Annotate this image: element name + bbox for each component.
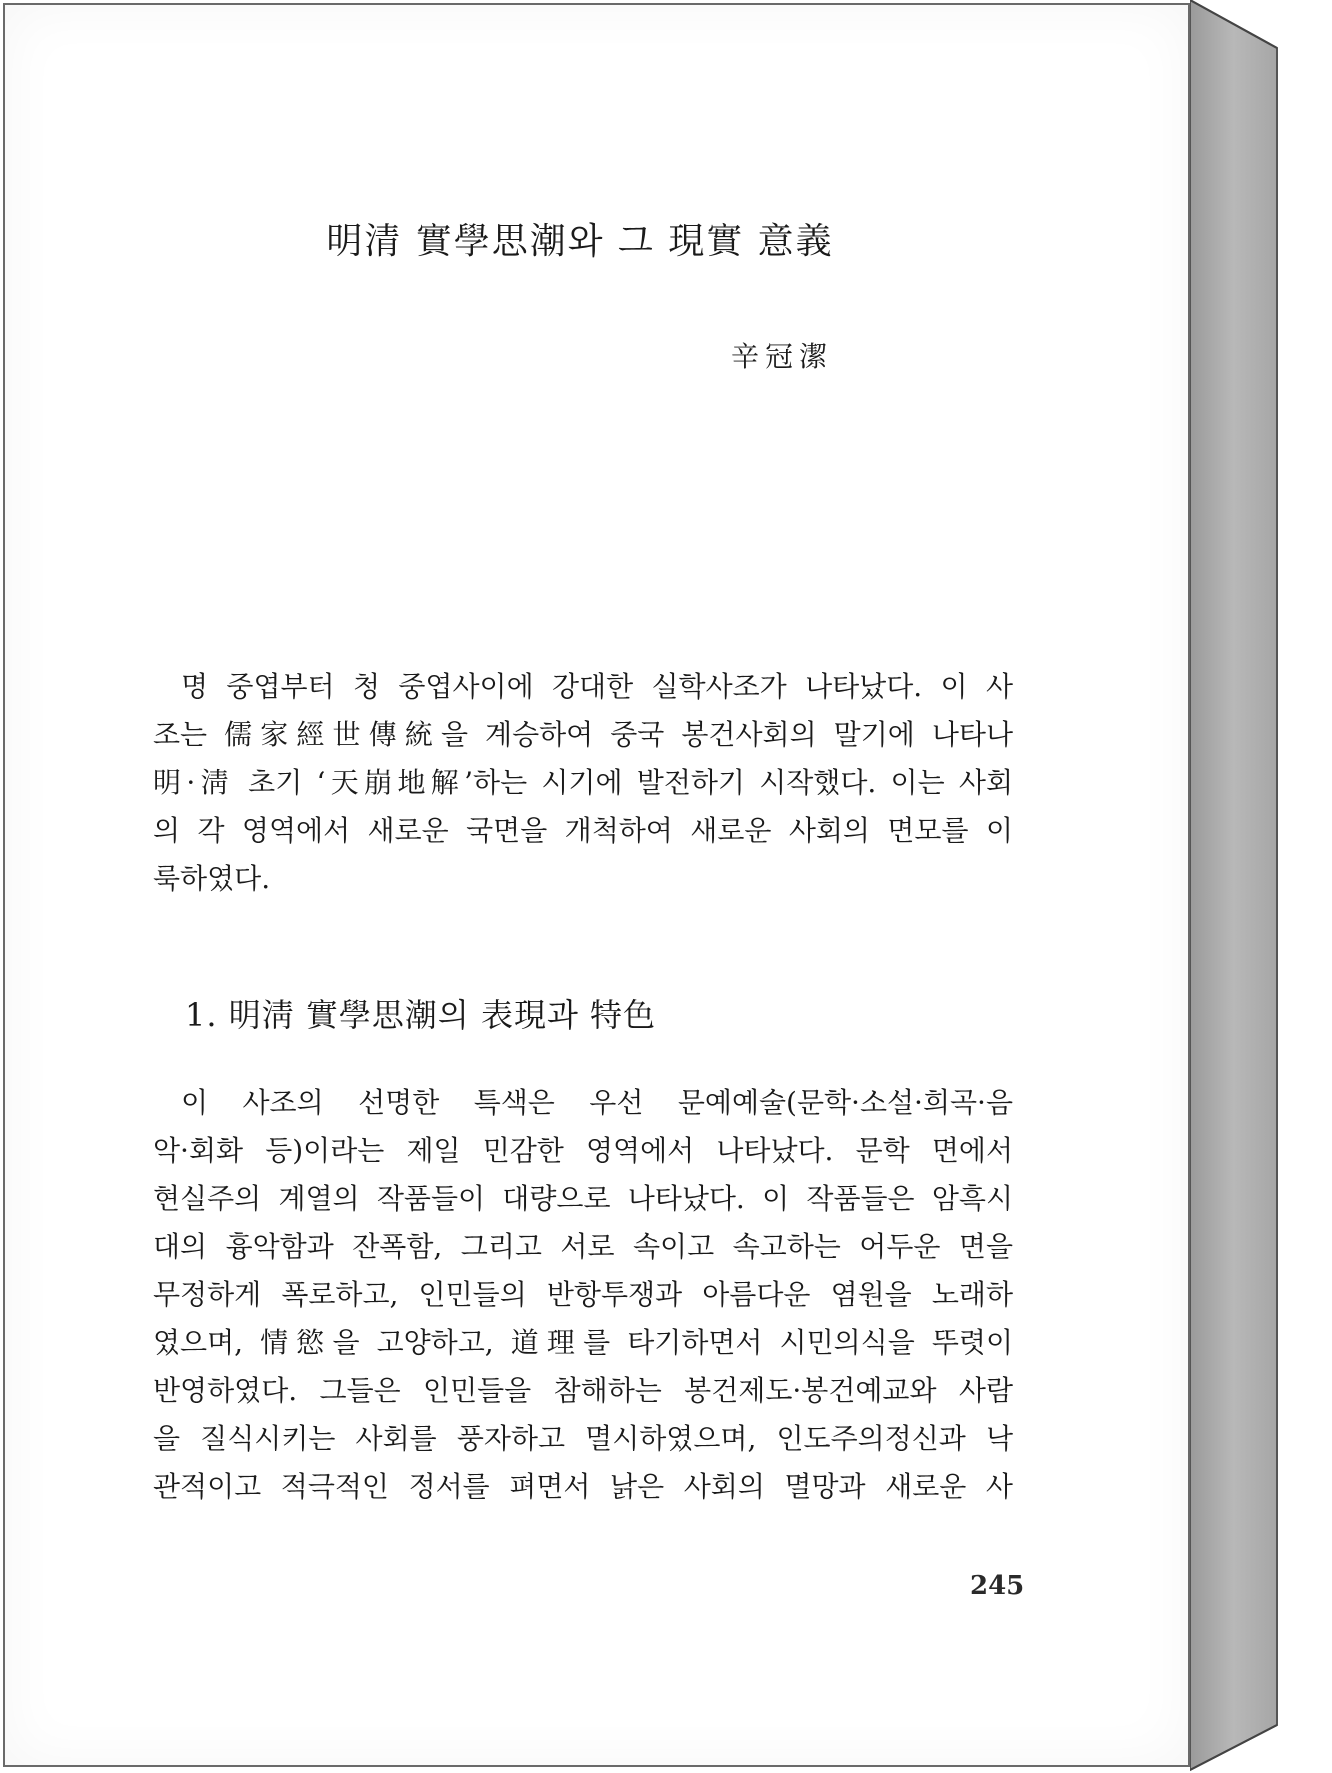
- author-name: 辛冠潔: [731, 340, 834, 373]
- section-line: 현실주의 계열의 작품들이 대량으로 나타났다. 이 작품들은 암흑시: [153, 1182, 1013, 1215]
- section-line: 관적이고 적극적인 정서를 펴면서 낡은 사회의 멸망과 새로운 사: [153, 1470, 1013, 1503]
- intro-line: 명 중엽부터 청 중엽사이에 강대한 실학사조가 나타났다. 이 사: [181, 670, 1013, 703]
- section-line: 였으며, 情慾을 고양하고, 道理를 타기하면서 시민의식을 뚜렷이: [153, 1326, 1013, 1359]
- article-title: 明清 實學思潮와 그 現實 意義: [326, 221, 834, 262]
- section-line: 이 사조의 선명한 특색은 우선 문예예술(문학·소설·희곡·음: [181, 1086, 1013, 1119]
- page-number: 245: [970, 1571, 1025, 1601]
- intro-line: 의 각 영역에서 새로운 국면을 개척하여 새로운 사회의 면모를 이: [153, 814, 1013, 847]
- section-line: 을 질식시키는 사회를 풍자하고 멸시하였으며, 인도주의정신과 낙: [153, 1422, 1013, 1455]
- section-line: 악·회화 등)이라는 제일 민감한 영역에서 나타났다. 문학 면에서: [153, 1134, 1013, 1167]
- section-heading: 1. 明淸 實學思潮의 表現과 特色: [185, 996, 657, 1034]
- book-edge: [1190, 0, 1280, 1773]
- intro-paragraph: [153, 663, 1013, 903]
- intro-line: 조는 儒家經世傳統을 계승하여 중국 봉건사회의 말기에 나타나: [153, 718, 1013, 751]
- section-line: 무정하게 폭로하고, 인민들의 반항투쟁과 아름다운 염원을 노래하: [153, 1278, 1013, 1311]
- book-page: [3, 3, 1190, 1767]
- section-paragraph: [153, 1079, 1013, 1511]
- intro-line: 明·淸 초기 ‘天崩地解’하는 시기에 발전하기 시작했다. 이는 사회: [153, 766, 1013, 799]
- section-line: 대의 흉악함과 잔폭함, 그리고 서로 속이고 속고하는 어두운 면을: [153, 1230, 1013, 1263]
- intro-line: 룩하였다.: [153, 862, 271, 895]
- section-line: 반영하였다. 그들은 인민들을 참해하는 봉건제도·봉건예교와 사람: [153, 1374, 1013, 1407]
